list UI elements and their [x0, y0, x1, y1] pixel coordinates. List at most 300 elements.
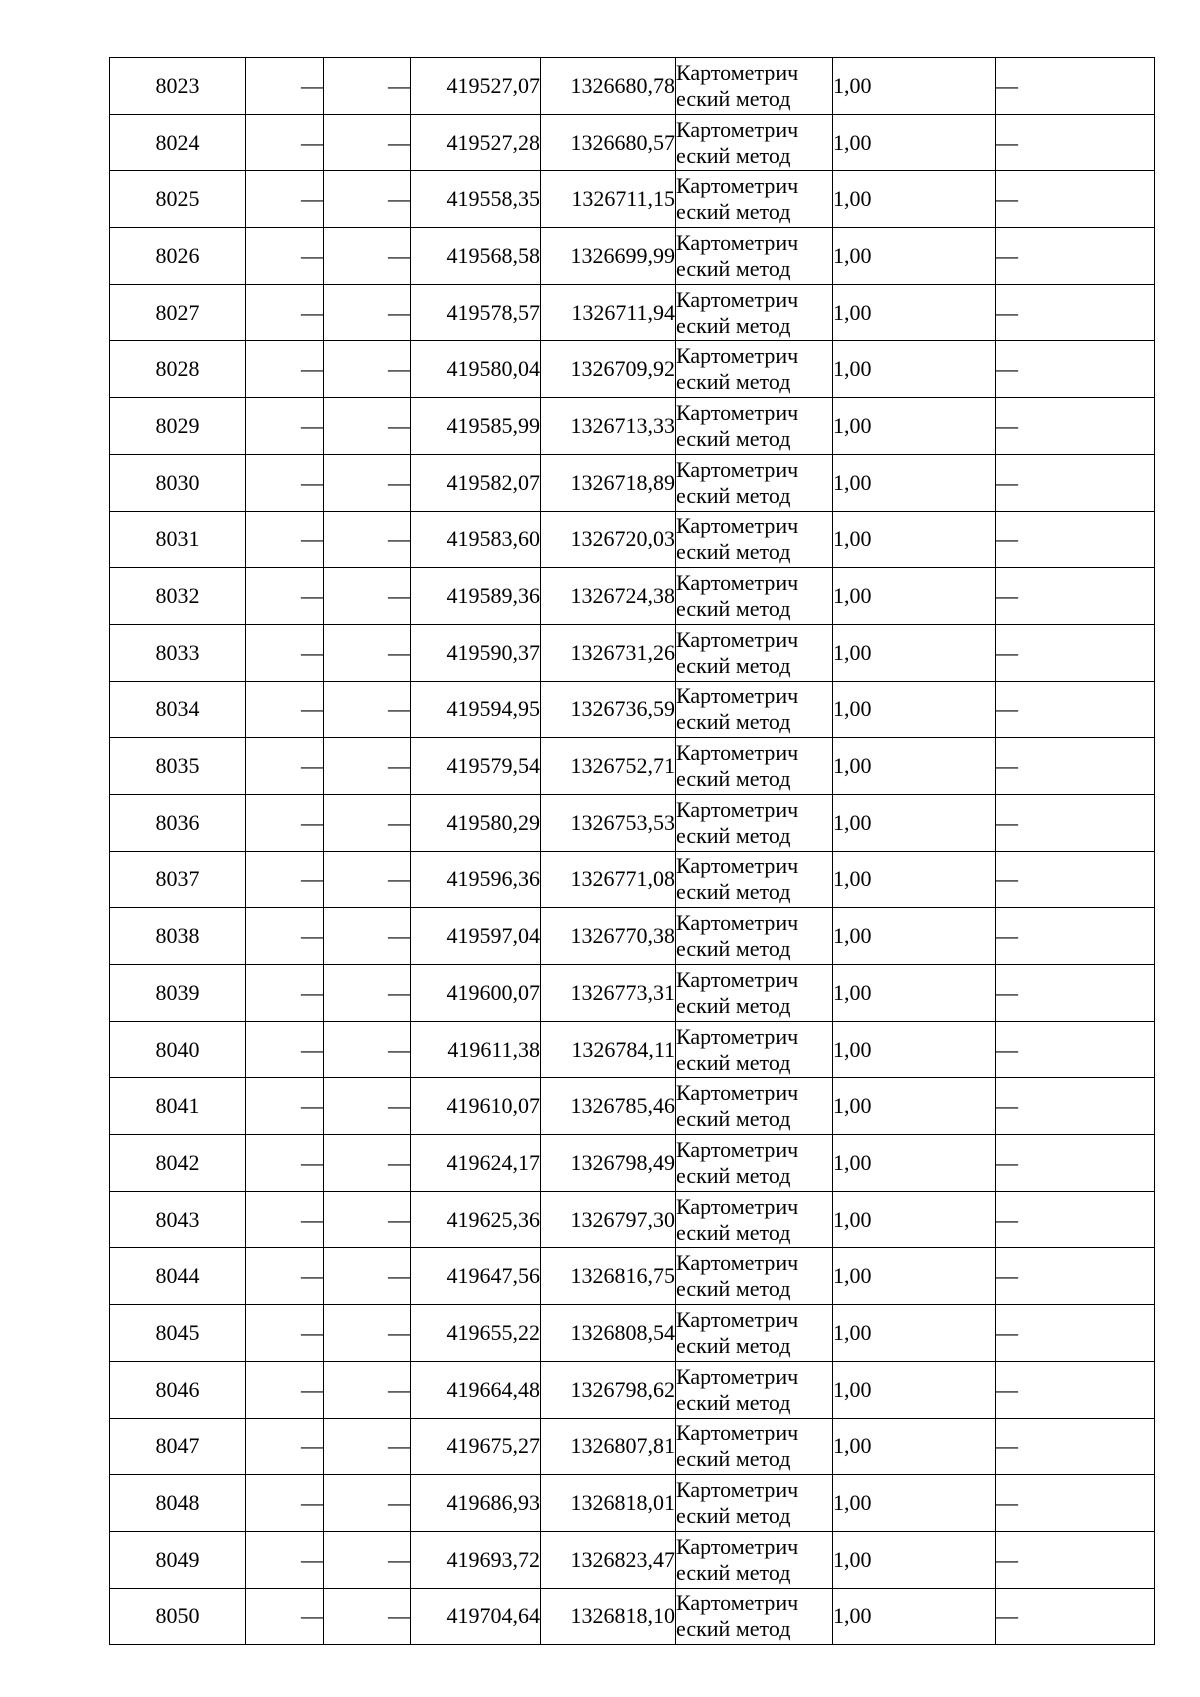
point-number-cell: 8040 — [110, 1021, 246, 1078]
table-row — [110, 114, 1155, 171]
x-coordinate-cell: 419693,72 — [411, 1531, 541, 1588]
point-number-cell: 8025 — [110, 171, 246, 228]
empty-column-3-cell: — — [324, 1191, 411, 1248]
y-coordinate-cell: 1326773,31 — [541, 965, 676, 1022]
accuracy-cell: 1,00 — [833, 341, 996, 398]
method-cell — [676, 114, 833, 171]
last-column-cell: — — [996, 228, 1155, 285]
last-column-cell: — — [996, 965, 1155, 1022]
x-coordinate-cell: 419582,07 — [411, 454, 541, 511]
method-line-2: еский метод — [676, 1446, 791, 1472]
last-column-cell: — — [996, 1078, 1155, 1135]
last-column-cell: — — [996, 1475, 1155, 1532]
table-row — [110, 1021, 1155, 1078]
empty-column-2-cell: — — [246, 171, 324, 228]
table-row — [110, 1475, 1155, 1532]
x-coordinate-cell: 419647,56 — [411, 1248, 541, 1305]
method-line-1: Картометрич — [676, 1533, 799, 1559]
method-cell — [676, 738, 833, 795]
x-coordinate-cell: 419580,29 — [411, 794, 541, 851]
method-line-1: Картометрич — [676, 116, 799, 142]
y-coordinate-cell: 1326680,78 — [541, 58, 676, 115]
point-number-cell: 8037 — [110, 851, 246, 908]
method-cell — [676, 341, 833, 398]
y-coordinate-cell: 1326713,33 — [541, 398, 676, 455]
method-line-1: Картометрич — [676, 853, 799, 879]
x-coordinate-cell: 419675,27 — [411, 1418, 541, 1475]
y-coordinate-cell: 1326823,47 — [541, 1531, 676, 1588]
empty-column-3-cell: — — [324, 1135, 411, 1192]
method-cell — [676, 1021, 833, 1078]
y-coordinate-cell: 1326808,54 — [541, 1305, 676, 1362]
accuracy-cell: 1,00 — [833, 1531, 996, 1588]
y-coordinate-cell: 1326680,57 — [541, 114, 676, 171]
method-line-1: Картометрич — [676, 1080, 799, 1106]
last-column-cell: — — [996, 454, 1155, 511]
method-line-2: еский метод — [676, 199, 791, 225]
method-line-1: Картометрич — [676, 910, 799, 936]
method-line-1: Картометрич — [676, 1306, 799, 1332]
empty-column-2-cell: — — [246, 284, 324, 341]
accuracy-cell: 1,00 — [833, 851, 996, 908]
method-line-1: Картометрич — [676, 399, 799, 425]
empty-column-2-cell: — — [246, 228, 324, 285]
last-column-cell: — — [996, 624, 1155, 681]
method-line-1: Картометрич — [676, 513, 799, 539]
x-coordinate-cell: 419568,58 — [411, 228, 541, 285]
empty-column-2-cell: — — [246, 1248, 324, 1305]
method-line-2: еский метод — [676, 596, 791, 622]
method-line-1: Картометрич — [676, 1023, 799, 1049]
point-number-cell: 8041 — [110, 1078, 246, 1135]
table-row — [110, 1191, 1155, 1248]
y-coordinate-cell: 1326818,01 — [541, 1475, 676, 1532]
last-column-cell: — — [996, 908, 1155, 965]
method-line-1: Картометрич — [676, 343, 799, 369]
y-coordinate-cell: 1326711,94 — [541, 284, 676, 341]
table-row — [110, 681, 1155, 738]
table-row — [110, 1078, 1155, 1135]
method-line-2: еский метод — [676, 312, 791, 338]
method-line-2: еский метод — [676, 369, 791, 395]
empty-column-2-cell: — — [246, 58, 324, 115]
point-number-cell: 8034 — [110, 681, 246, 738]
x-coordinate-cell: 419611,38 — [411, 1021, 541, 1078]
table-row — [110, 908, 1155, 965]
point-number-cell: 8036 — [110, 794, 246, 851]
last-column-cell: — — [996, 114, 1155, 171]
method-line-2: еский метод — [676, 766, 791, 792]
method-cell — [676, 908, 833, 965]
method-cell — [676, 1588, 833, 1645]
method-line-1: Картометрич — [676, 1136, 799, 1162]
empty-column-3-cell: — — [324, 1588, 411, 1645]
y-coordinate-cell: 1326816,75 — [541, 1248, 676, 1305]
accuracy-cell: 1,00 — [833, 228, 996, 285]
empty-column-2-cell: — — [246, 454, 324, 511]
x-coordinate-cell: 419610,07 — [411, 1078, 541, 1135]
table-row — [110, 1248, 1155, 1305]
y-coordinate-cell: 1326818,10 — [541, 1588, 676, 1645]
method-line-1: Картометрич — [676, 229, 799, 255]
accuracy-cell: 1,00 — [833, 738, 996, 795]
method-cell — [676, 1475, 833, 1532]
method-cell — [676, 58, 833, 115]
method-line-2: еский метод — [676, 425, 791, 451]
accuracy-cell: 1,00 — [833, 511, 996, 568]
method-line-2: еский метод — [676, 1559, 791, 1585]
empty-column-2-cell: — — [246, 794, 324, 851]
method-line-1: Картометрич — [676, 1363, 799, 1389]
empty-column-3-cell: — — [324, 681, 411, 738]
method-line-2: еский метод — [676, 1219, 791, 1245]
y-coordinate-cell: 1326797,30 — [541, 1191, 676, 1248]
accuracy-cell: 1,00 — [833, 1248, 996, 1305]
table-row — [110, 1135, 1155, 1192]
accuracy-cell: 1,00 — [833, 1475, 996, 1532]
point-number-cell: 8030 — [110, 454, 246, 511]
accuracy-cell: 1,00 — [833, 965, 996, 1022]
accuracy-cell: 1,00 — [833, 908, 996, 965]
x-coordinate-cell: 419527,28 — [411, 114, 541, 171]
last-column-cell: — — [996, 1135, 1155, 1192]
empty-column-2-cell: — — [246, 1078, 324, 1135]
method-cell — [676, 1418, 833, 1475]
method-cell — [676, 681, 833, 738]
empty-column-2-cell: — — [246, 908, 324, 965]
method-line-2: еский метод — [676, 1276, 791, 1302]
last-column-cell: — — [996, 1191, 1155, 1248]
last-column-cell: — — [996, 511, 1155, 568]
method-line-2: еский метод — [676, 1162, 791, 1188]
point-number-cell: 8028 — [110, 341, 246, 398]
method-line-1: Картометрич — [676, 683, 799, 709]
table-row — [110, 284, 1155, 341]
accuracy-cell: 1,00 — [833, 284, 996, 341]
table-row — [110, 171, 1155, 228]
empty-column-3-cell: — — [324, 1305, 411, 1362]
empty-column-3-cell: — — [324, 454, 411, 511]
method-line-2: еский метод — [676, 1503, 791, 1529]
empty-column-3-cell: — — [324, 1248, 411, 1305]
empty-column-3-cell: — — [324, 1361, 411, 1418]
accuracy-cell: 1,00 — [833, 454, 996, 511]
accuracy-cell: 1,00 — [833, 171, 996, 228]
point-number-cell: 8029 — [110, 398, 246, 455]
point-number-cell: 8024 — [110, 114, 246, 171]
empty-column-2-cell: — — [246, 1418, 324, 1475]
x-coordinate-cell: 419704,64 — [411, 1588, 541, 1645]
table-row — [110, 568, 1155, 625]
method-line-1: Картометрич — [676, 626, 799, 652]
method-line-1: Картометрич — [676, 1590, 799, 1616]
method-cell — [676, 284, 833, 341]
table-row — [110, 228, 1155, 285]
last-column-cell: — — [996, 1248, 1155, 1305]
accuracy-cell: 1,00 — [833, 398, 996, 455]
table-row — [110, 511, 1155, 568]
last-column-cell: — — [996, 1588, 1155, 1645]
method-cell — [676, 1248, 833, 1305]
empty-column-2-cell: — — [246, 1588, 324, 1645]
point-number-cell: 8047 — [110, 1418, 246, 1475]
y-coordinate-cell: 1326798,49 — [541, 1135, 676, 1192]
point-number-cell: 8046 — [110, 1361, 246, 1418]
method-line-2: еский метод — [676, 936, 791, 962]
method-line-2: еский метод — [676, 992, 791, 1018]
point-number-cell: 8032 — [110, 568, 246, 625]
accuracy-cell: 1,00 — [833, 681, 996, 738]
method-cell — [676, 454, 833, 511]
y-coordinate-cell: 1326718,89 — [541, 454, 676, 511]
method-line-1: Картометрич — [676, 740, 799, 766]
coordinates-table — [109, 57, 1155, 1645]
x-coordinate-cell: 419583,60 — [411, 511, 541, 568]
x-coordinate-cell: 419600,07 — [411, 965, 541, 1022]
empty-column-2-cell: — — [246, 965, 324, 1022]
empty-column-2-cell: — — [246, 1531, 324, 1588]
method-line-1: Картометрич — [676, 1420, 799, 1446]
empty-column-3-cell: — — [324, 965, 411, 1022]
method-cell — [676, 1078, 833, 1135]
y-coordinate-cell: 1326699,99 — [541, 228, 676, 285]
y-coordinate-cell: 1326711,15 — [541, 171, 676, 228]
x-coordinate-cell: 419597,04 — [411, 908, 541, 965]
x-coordinate-cell: 419686,93 — [411, 1475, 541, 1532]
method-cell — [676, 1305, 833, 1362]
empty-column-3-cell: — — [324, 738, 411, 795]
method-cell — [676, 624, 833, 681]
table-row — [110, 624, 1155, 681]
table-body — [110, 58, 1155, 1645]
y-coordinate-cell: 1326807,81 — [541, 1418, 676, 1475]
table-row — [110, 1361, 1155, 1418]
last-column-cell: — — [996, 1305, 1155, 1362]
method-line-2: еский метод — [676, 142, 791, 168]
method-line-2: еский метод — [676, 1106, 791, 1132]
y-coordinate-cell: 1326798,62 — [541, 1361, 676, 1418]
y-coordinate-cell: 1326720,03 — [541, 511, 676, 568]
point-number-cell: 8027 — [110, 284, 246, 341]
empty-column-2-cell: — — [246, 1305, 324, 1362]
method-cell — [676, 1135, 833, 1192]
empty-column-3-cell: — — [324, 171, 411, 228]
accuracy-cell: 1,00 — [833, 1191, 996, 1248]
method-line-1: Картометрич — [676, 1477, 799, 1503]
last-column-cell: — — [996, 851, 1155, 908]
x-coordinate-cell: 419527,07 — [411, 58, 541, 115]
method-cell — [676, 965, 833, 1022]
empty-column-2-cell: — — [246, 1475, 324, 1532]
method-line-2: еский метод — [676, 85, 791, 111]
x-coordinate-cell: 419594,95 — [411, 681, 541, 738]
method-cell — [676, 794, 833, 851]
method-cell — [676, 171, 833, 228]
empty-column-2-cell: — — [246, 681, 324, 738]
empty-column-2-cell: — — [246, 624, 324, 681]
method-cell — [676, 1361, 833, 1418]
y-coordinate-cell: 1326770,38 — [541, 908, 676, 965]
method-line-2: еский метод — [676, 1616, 791, 1642]
empty-column-3-cell: — — [324, 284, 411, 341]
point-number-cell: 8043 — [110, 1191, 246, 1248]
table-row — [110, 965, 1155, 1022]
last-column-cell: — — [996, 1531, 1155, 1588]
method-line-2: еский метод — [676, 1332, 791, 1358]
method-line-1: Картометрич — [676, 1193, 799, 1219]
empty-column-3-cell: — — [324, 341, 411, 398]
table-row — [110, 794, 1155, 851]
empty-column-2-cell: — — [246, 851, 324, 908]
empty-column-3-cell: — — [324, 568, 411, 625]
last-column-cell: — — [996, 398, 1155, 455]
method-line-1: Картометрич — [676, 286, 799, 312]
table-row — [110, 1588, 1155, 1645]
empty-column-2-cell: — — [246, 398, 324, 455]
last-column-cell: — — [996, 1021, 1155, 1078]
empty-column-2-cell: — — [246, 511, 324, 568]
empty-column-3-cell: — — [324, 794, 411, 851]
last-column-cell: — — [996, 794, 1155, 851]
empty-column-2-cell: — — [246, 1021, 324, 1078]
empty-column-2-cell: — — [246, 114, 324, 171]
method-line-2: еский метод — [676, 652, 791, 678]
accuracy-cell: 1,00 — [833, 1361, 996, 1418]
accuracy-cell: 1,00 — [833, 568, 996, 625]
last-column-cell: — — [996, 1361, 1155, 1418]
table-row — [110, 341, 1155, 398]
y-coordinate-cell: 1326771,08 — [541, 851, 676, 908]
method-line-2: еский метод — [676, 1389, 791, 1415]
table-row — [110, 398, 1155, 455]
accuracy-cell: 1,00 — [833, 114, 996, 171]
point-number-cell: 8033 — [110, 624, 246, 681]
empty-column-3-cell: — — [324, 1475, 411, 1532]
method-cell — [676, 398, 833, 455]
point-number-cell: 8050 — [110, 1588, 246, 1645]
point-number-cell: 8048 — [110, 1475, 246, 1532]
x-coordinate-cell: 419578,57 — [411, 284, 541, 341]
empty-column-3-cell: — — [324, 114, 411, 171]
method-line-2: еский метод — [676, 709, 791, 735]
point-number-cell: 8026 — [110, 228, 246, 285]
x-coordinate-cell: 419580,04 — [411, 341, 541, 398]
empty-column-2-cell: — — [246, 1191, 324, 1248]
method-cell — [676, 228, 833, 285]
last-column-cell: — — [996, 341, 1155, 398]
method-cell — [676, 851, 833, 908]
method-line-1: Картометрич — [676, 966, 799, 992]
x-coordinate-cell: 419590,37 — [411, 624, 541, 681]
point-number-cell: 8038 — [110, 908, 246, 965]
empty-column-3-cell: — — [324, 851, 411, 908]
y-coordinate-cell: 1326753,53 — [541, 794, 676, 851]
point-number-cell: 8049 — [110, 1531, 246, 1588]
empty-column-3-cell: — — [324, 58, 411, 115]
empty-column-2-cell: — — [246, 341, 324, 398]
last-column-cell: — — [996, 1418, 1155, 1475]
table-row — [110, 851, 1155, 908]
x-coordinate-cell: 419624,17 — [411, 1135, 541, 1192]
last-column-cell: — — [996, 568, 1155, 625]
point-number-cell: 8042 — [110, 1135, 246, 1192]
x-coordinate-cell: 419664,48 — [411, 1361, 541, 1418]
y-coordinate-cell: 1326752,71 — [541, 738, 676, 795]
accuracy-cell: 1,00 — [833, 58, 996, 115]
accuracy-cell: 1,00 — [833, 1588, 996, 1645]
accuracy-cell: 1,00 — [833, 1135, 996, 1192]
empty-column-2-cell: — — [246, 1135, 324, 1192]
last-column-cell: — — [996, 681, 1155, 738]
accuracy-cell: 1,00 — [833, 1305, 996, 1362]
table-row — [110, 58, 1155, 115]
empty-column-3-cell: — — [324, 398, 411, 455]
accuracy-cell: 1,00 — [833, 1021, 996, 1078]
point-number-cell: 8035 — [110, 738, 246, 795]
x-coordinate-cell: 419558,35 — [411, 171, 541, 228]
empty-column-3-cell: — — [324, 908, 411, 965]
method-cell — [676, 511, 833, 568]
method-line-2: еский метод — [676, 255, 791, 281]
method-line-2: еский метод — [676, 482, 791, 508]
x-coordinate-cell: 419589,36 — [411, 568, 541, 625]
empty-column-3-cell: — — [324, 1078, 411, 1135]
method-cell — [676, 1531, 833, 1588]
accuracy-cell: 1,00 — [833, 624, 996, 681]
x-coordinate-cell: 419585,99 — [411, 398, 541, 455]
x-coordinate-cell: 419596,36 — [411, 851, 541, 908]
empty-column-2-cell: — — [246, 568, 324, 625]
point-number-cell: 8045 — [110, 1305, 246, 1362]
accuracy-cell: 1,00 — [833, 794, 996, 851]
empty-column-2-cell: — — [246, 1361, 324, 1418]
table-row — [110, 1305, 1155, 1362]
table-row — [110, 454, 1155, 511]
point-number-cell: 8031 — [110, 511, 246, 568]
y-coordinate-cell: 1326784,11 — [541, 1021, 676, 1078]
method-line-2: еский метод — [676, 822, 791, 848]
method-line-2: еский метод — [676, 539, 791, 565]
table-row — [110, 1531, 1155, 1588]
empty-column-3-cell: — — [324, 1531, 411, 1588]
last-column-cell: — — [996, 284, 1155, 341]
table-row — [110, 1418, 1155, 1475]
x-coordinate-cell: 419625,36 — [411, 1191, 541, 1248]
method-line-1: Картометрич — [676, 173, 799, 199]
method-line-1: Картометрич — [676, 570, 799, 596]
method-line-2: еский метод — [676, 1049, 791, 1075]
empty-column-3-cell: — — [324, 511, 411, 568]
empty-column-3-cell: — — [324, 228, 411, 285]
empty-column-2-cell: — — [246, 738, 324, 795]
accuracy-cell: 1,00 — [833, 1418, 996, 1475]
empty-column-3-cell: — — [324, 1418, 411, 1475]
empty-column-3-cell: — — [324, 624, 411, 681]
accuracy-cell: 1,00 — [833, 1078, 996, 1135]
y-coordinate-cell: 1326785,46 — [541, 1078, 676, 1135]
method-line-1: Картометрич — [676, 59, 799, 85]
method-cell — [676, 568, 833, 625]
method-line-1: Картометрич — [676, 796, 799, 822]
method-line-1: Картометрич — [676, 456, 799, 482]
point-number-cell: 8023 — [110, 58, 246, 115]
last-column-cell: — — [996, 58, 1155, 115]
point-number-cell: 8039 — [110, 965, 246, 1022]
empty-column-3-cell: — — [324, 1021, 411, 1078]
table-row — [110, 738, 1155, 795]
y-coordinate-cell: 1326731,26 — [541, 624, 676, 681]
x-coordinate-cell: 419579,54 — [411, 738, 541, 795]
